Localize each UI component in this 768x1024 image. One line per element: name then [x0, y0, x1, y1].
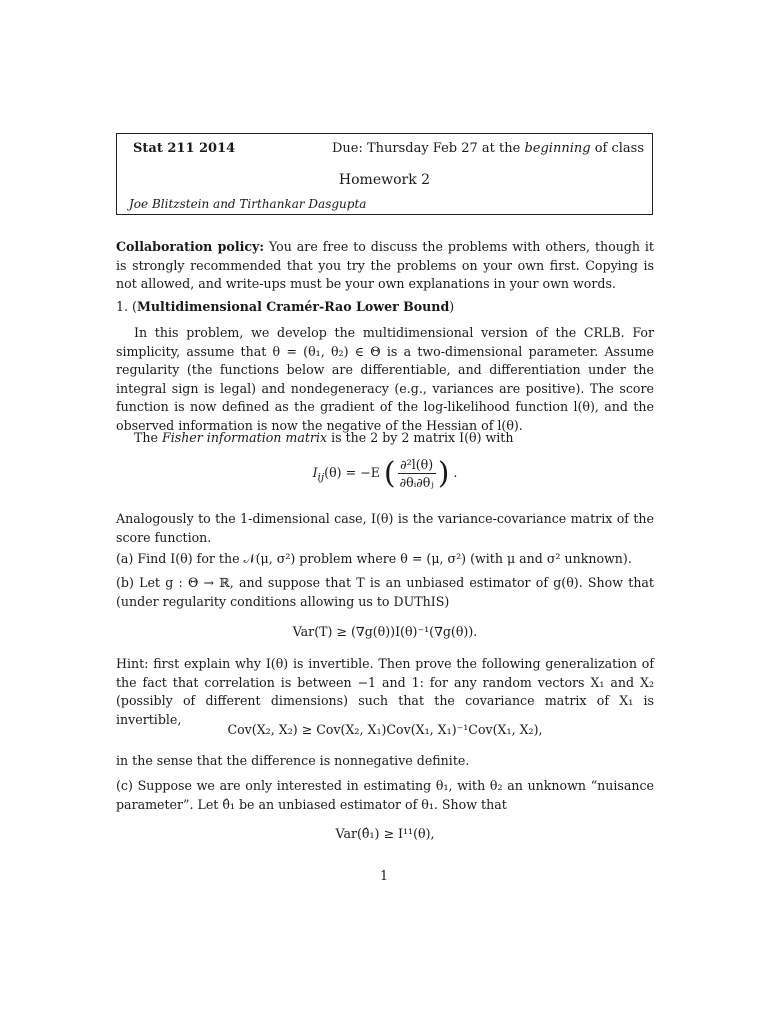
analogy-paragraph: Analogously to the 1-dimensional case, I(θ) is the variance-covariance matrix of the score function. — [116, 511, 654, 545]
collaboration-policy: Collaboration policy: You are free to discuss the problems with others, though it is strongly recommended that you try the problems on your own first. Copying is not allowed, and write-ups must be your own explanations in your own words. — [116, 239, 654, 291]
equation-cov-bound: Cov(X₂, X₂) ≥ Cov(X₂, X₁)Cov(X₁, X₁)⁻¹Cov(X₁, X₂), — [227, 722, 543, 737]
fisher-info-definition: The Fisher information matrix is the 2 by 2 matrix I(θ) with — [134, 430, 514, 445]
equation-var-bound: Var(T) ≥ (∇g(θ))I(θ)⁻¹(∇g(θ)). — [292, 624, 478, 639]
nonnegative-definite-note: in the sense that the difference is nonnegative definite. — [116, 753, 470, 768]
page-number: 1 — [379, 868, 388, 883]
problem-1-intro: In this problem, we develop the multidimensional version of the CRLB. For simplicity, assume that θ = (θ₁, θ₂) ∈ Θ is a two-dimensional parameter. Assume regularity (the functions below are differentiable, and differentiation under the integral sign is legal) and nondegeneracy (e.g., variances are positive). The score function is now defined as the gradient of the log-likelihood function l(θ), and the observed information is now the negative of the Hessian of l(θ). — [116, 325, 654, 433]
course-label: Stat 211 2014 — [133, 141, 236, 156]
authors: Joe Blitzstein and Tirthankar Dasgupta — [129, 197, 367, 211]
header-box — [116, 133, 653, 215]
homework-title: Homework 2 — [338, 172, 431, 188]
equation-theta1-bound: Var(θ̂₁) ≥ I¹¹(θ), — [335, 826, 435, 841]
part-a: (a) Find I(θ) for the 𝒩(μ, σ²) problem where θ = (μ, σ²) (with μ and σ² unknown). — [116, 551, 632, 566]
part-b: (b) Let g : Θ → ℝ, and suppose that T is an unbiased estimator of g(θ). Show that (under regularity conditions allowing us to DUThIS) — [116, 575, 654, 609]
part-c: (c) Suppose we are only interested in estimating θ₁, with θ₂ an unknown “nuisance parameter”. Let θ̂₁ be an unbiased estimator of θ₁. Show that — [116, 778, 654, 812]
equation-fisher-info: $I_{ij}(\theta) = -E$ ( $\frac{\text{∂²l(θ)}}{\text{∂θᵢ∂θⱼ}}$ ) . — [312, 456, 458, 491]
problem-1-heading: 1. (Multidimensional Cramér-Rao Lower Bound) — [116, 299, 455, 314]
hint-paragraph: Hint: first explain why I(θ) is invertible. Then prove the following generalization of the fact that correlation is between −1 and 1: for any random vectors X₁ and X₂ (possibly of different dimensions) such that the covariance matrix of X₁ is invertible, — [116, 656, 654, 727]
due-date: Due: Thursday Feb 27 at the beginning of class — [331, 141, 644, 156]
